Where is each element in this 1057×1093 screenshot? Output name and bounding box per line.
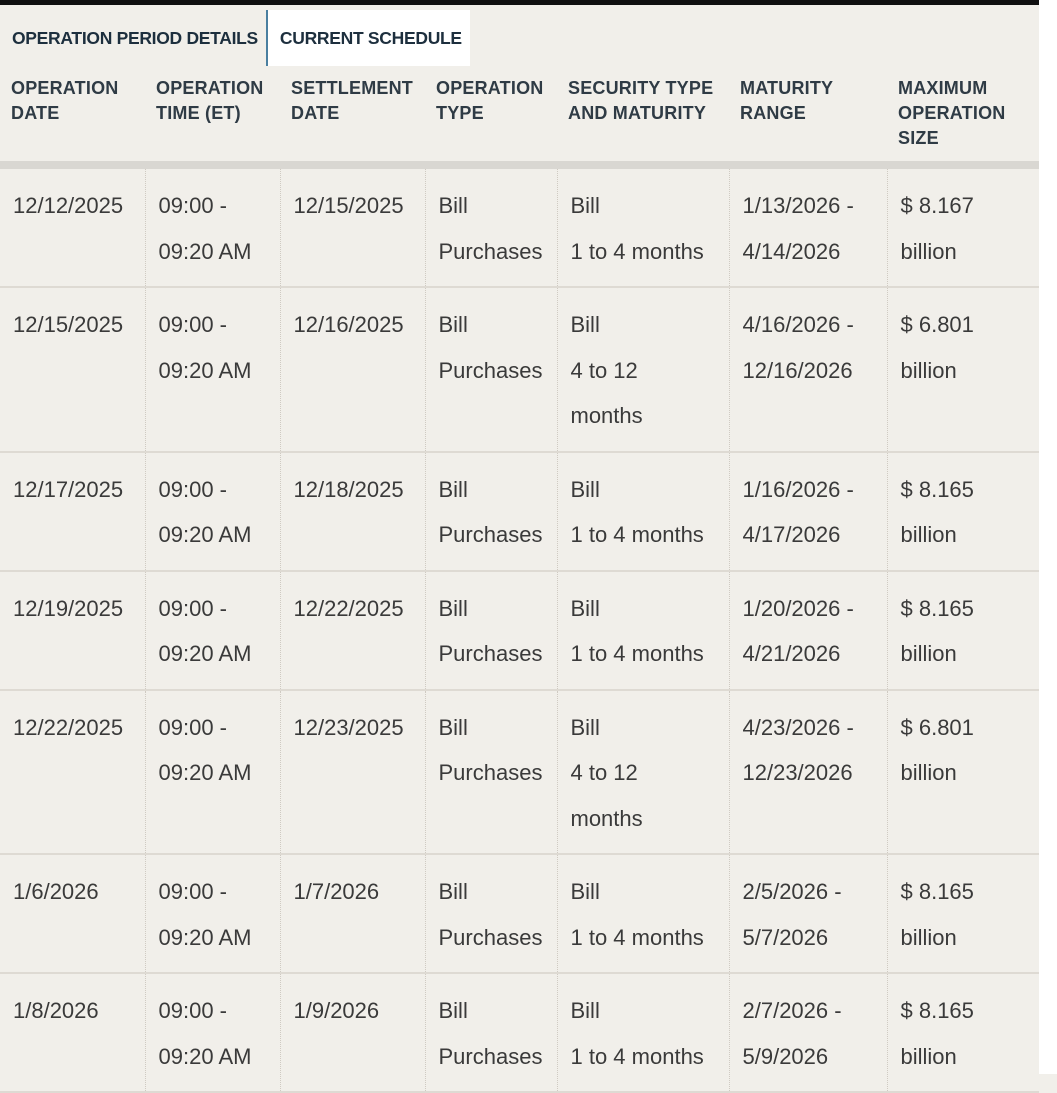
cell-operation-time <box>145 287 280 452</box>
cell-text: 09:00 - <box>158 312 227 337</box>
cell-text: 09:20 AM <box>158 522 252 547</box>
cell-settlement-date <box>280 571 425 690</box>
cell-text: 4/16/2026 - <box>742 312 854 337</box>
cell-text: Bill <box>570 714 600 740</box>
cell-maximum-operation-size <box>887 854 1039 973</box>
cell-text: 4 to 12 <box>570 760 638 785</box>
cell-text: Bill <box>438 595 468 621</box>
cell-text: billion <box>900 641 957 666</box>
cell-text: $ 8.167 <box>900 193 974 218</box>
cell-maturity-range <box>729 973 887 1092</box>
cell-settlement-date <box>280 854 425 973</box>
cell-text: $ 8.165 <box>900 879 974 904</box>
cell-text: 2/5/2026 - <box>742 879 842 904</box>
column-header-settlement-date <box>280 66 425 165</box>
cell-maturity-range <box>729 165 887 287</box>
cell-maturity-range <box>729 854 887 973</box>
cell-security-type-and-maturity <box>557 452 729 571</box>
cell-text: 1/7/2026 <box>293 879 380 904</box>
cell-text: billion <box>900 760 957 785</box>
cell-text: months <box>570 403 643 428</box>
column-header-line: AND MATURITY <box>568 103 707 123</box>
table-row <box>0 854 1039 973</box>
cell-text: months <box>570 805 643 831</box>
cell-operation-date <box>0 452 145 571</box>
cell-text: 12/22/2025 <box>293 595 404 621</box>
cell-maturity-range <box>729 287 887 452</box>
cell-operation-type <box>425 690 557 855</box>
column-header-line: OPERATION <box>436 78 544 98</box>
cell-text: 09:20 AM <box>158 1043 252 1069</box>
cell-text: Bill <box>438 312 468 337</box>
cell-text: 1 to 4 months <box>570 924 704 950</box>
table-body <box>0 165 1039 1092</box>
header-row <box>0 66 1039 165</box>
cell-text: Bill <box>438 193 468 218</box>
cell-text: Bill <box>570 595 600 621</box>
cell-text: Bill <box>438 998 468 1023</box>
column-header-line: SIZE <box>898 128 939 148</box>
cell-text: 4/14/2026 <box>742 238 841 264</box>
cell-text: 12/12/2025 <box>13 193 124 218</box>
cell-text: billion <box>900 1043 957 1069</box>
tab-operation-period-details[interactable]: OPERATION PERIOD DETAILS <box>12 27 258 48</box>
table-row <box>0 571 1039 690</box>
cell-text: 1 to 4 months <box>570 641 704 666</box>
cell-operation-date <box>0 165 145 287</box>
cell-text: Bill <box>438 714 468 740</box>
cell-security-type-and-maturity <box>557 165 729 287</box>
column-header-line: MAXIMUM <box>898 78 988 98</box>
cell-security-type-and-maturity <box>557 854 729 973</box>
cell-text: 09:00 - <box>158 193 227 218</box>
cell-maximum-operation-size <box>887 973 1039 1092</box>
cell-operation-type <box>425 571 557 690</box>
cell-text: 09:20 AM <box>158 924 252 950</box>
cell-text: 12/16/2026 <box>742 357 853 383</box>
table-row <box>0 165 1039 287</box>
cell-maturity-range <box>729 690 887 855</box>
cell-settlement-date <box>280 287 425 452</box>
cell-text: 12/15/2025 <box>293 193 404 218</box>
table-row <box>0 690 1039 855</box>
cell-text: 1 to 4 months <box>570 238 704 264</box>
cell-security-type-and-maturity <box>557 973 729 1092</box>
cell-text: 1/6/2026 <box>13 879 99 904</box>
column-header-maturity-range <box>729 66 887 165</box>
column-header-line: MATURITY <box>740 78 834 98</box>
cell-text: 09:20 AM <box>158 357 252 383</box>
cell-text: 1/9/2026 <box>293 998 380 1023</box>
cell-text: $ 8.165 <box>900 998 974 1023</box>
column-header-line: TYPE <box>436 103 484 123</box>
column-header-line: TIME (ET) <box>156 103 241 123</box>
cell-settlement-date <box>280 690 425 855</box>
cell-text: 12/22/2025 <box>13 714 124 740</box>
operation-schedule-table <box>0 66 1039 1093</box>
cell-text: Bill <box>570 998 600 1023</box>
column-header-operation-time <box>145 66 280 165</box>
cell-operation-time <box>145 452 280 571</box>
cell-text: 12/18/2025 <box>293 476 404 502</box>
cell-operation-date <box>0 287 145 452</box>
table-header <box>0 66 1039 165</box>
cell-operation-time <box>145 165 280 287</box>
cell-text: 09:00 - <box>158 714 227 740</box>
cell-text: $ 8.165 <box>900 595 974 621</box>
column-header-line: OPERATION <box>898 103 1006 123</box>
cell-maximum-operation-size <box>887 690 1039 855</box>
cell-settlement-date <box>280 165 425 287</box>
column-header-maximum-operation-size <box>887 66 1039 165</box>
top-bar <box>0 0 1057 5</box>
cell-text: Bill <box>438 476 468 502</box>
cell-text: 09:00 - <box>158 595 227 621</box>
cell-maturity-range <box>729 452 887 571</box>
cell-security-type-and-maturity <box>557 287 729 452</box>
right-edge-strip <box>1039 0 1057 1074</box>
cell-text: 4/23/2026 - <box>742 714 854 740</box>
cell-operation-time <box>145 690 280 855</box>
cell-operation-type <box>425 287 557 452</box>
cell-security-type-and-maturity <box>557 690 729 855</box>
cell-operation-type <box>425 165 557 287</box>
cell-text: billion <box>900 924 957 950</box>
column-header-line: SETTLEMENT <box>291 78 413 98</box>
cell-text: 09:00 - <box>158 476 227 502</box>
cell-text: 09:20 AM <box>158 641 252 666</box>
cell-text: Purchases <box>438 1043 543 1069</box>
column-header-line: RANGE <box>740 103 807 123</box>
cell-text: 12/23/2026 <box>742 760 853 785</box>
cell-operation-date <box>0 854 145 973</box>
cell-text: 09:00 - <box>158 879 227 904</box>
tab-current-schedule[interactable]: CURRENT SCHEDULE <box>268 10 470 66</box>
cell-settlement-date <box>280 452 425 571</box>
cell-text: 09:20 AM <box>158 760 252 785</box>
cell-text: 1/13/2026 - <box>742 193 854 218</box>
cell-maximum-operation-size <box>887 165 1039 287</box>
table-row <box>0 973 1039 1092</box>
cell-security-type-and-maturity <box>557 571 729 690</box>
cell-text: 1/20/2026 - <box>742 595 854 621</box>
column-header-operation-type <box>425 66 557 165</box>
column-header-operation-date <box>0 66 145 165</box>
column-header-line: DATE <box>291 103 340 123</box>
cell-text: billion <box>900 357 957 383</box>
cell-text: 5/7/2026 <box>742 924 829 950</box>
cell-operation-time <box>145 973 280 1092</box>
cell-text: 1 to 4 months <box>570 1043 704 1069</box>
table-row <box>0 287 1039 452</box>
cell-operation-date <box>0 571 145 690</box>
cell-text: Bill <box>438 879 468 904</box>
tab-bar <box>0 10 470 66</box>
cell-text: Bill <box>570 312 600 337</box>
cell-text: $ 8.165 <box>900 476 974 502</box>
cell-text: Purchases <box>438 357 543 383</box>
cell-operation-date <box>0 973 145 1092</box>
column-header-line: DATE <box>11 103 60 123</box>
cell-text: 12/16/2025 <box>293 312 404 337</box>
column-header-line: SECURITY TYPE <box>568 78 714 98</box>
cell-operation-time <box>145 854 280 973</box>
cell-text: 5/9/2026 <box>742 1043 829 1069</box>
cell-maximum-operation-size <box>887 287 1039 452</box>
cell-text: 2/7/2026 - <box>742 998 842 1023</box>
cell-text: 12/15/2025 <box>13 312 124 337</box>
cell-operation-type <box>425 973 557 1092</box>
cell-text: $ 6.801 <box>900 714 974 740</box>
cell-text: Purchases <box>438 760 543 785</box>
cell-text: 4 to 12 <box>570 357 638 383</box>
cell-text: billion <box>900 238 957 264</box>
cell-text: 1 to 4 months <box>570 522 704 547</box>
cell-text: Bill <box>570 476 600 502</box>
cell-text: 4/17/2026 <box>742 522 841 547</box>
cell-text: Purchases <box>438 238 543 264</box>
cell-text: Bill <box>570 193 600 218</box>
table-row <box>0 452 1039 571</box>
cell-text: Bill <box>570 879 600 904</box>
cell-maximum-operation-size <box>887 571 1039 690</box>
column-header-line: OPERATION <box>156 78 264 98</box>
cell-text: billion <box>900 522 957 547</box>
cell-operation-date <box>0 690 145 855</box>
column-header-security-type-and-maturity <box>557 66 729 165</box>
cell-text: 09:00 - <box>158 998 227 1023</box>
cell-text: Purchases <box>438 522 543 547</box>
cell-text: 09:20 AM <box>158 238 252 264</box>
column-header-line: OPERATION <box>11 78 119 98</box>
cell-operation-type <box>425 452 557 571</box>
cell-settlement-date <box>280 973 425 1092</box>
cell-text: 12/17/2025 <box>13 476 124 502</box>
cell-text: 1/16/2026 - <box>742 476 854 502</box>
cell-operation-type <box>425 854 557 973</box>
cell-maximum-operation-size <box>887 452 1039 571</box>
cell-text: 1/8/2026 <box>13 998 99 1023</box>
cell-text: Purchases <box>438 924 543 950</box>
cell-operation-time <box>145 571 280 690</box>
cell-text: 12/19/2025 <box>13 595 124 621</box>
cell-maturity-range <box>729 571 887 690</box>
cell-text: 12/23/2025 <box>293 714 404 740</box>
cell-text: $ 6.801 <box>900 312 974 337</box>
cell-text: Purchases <box>438 641 543 666</box>
cell-text: 4/21/2026 <box>742 641 841 666</box>
